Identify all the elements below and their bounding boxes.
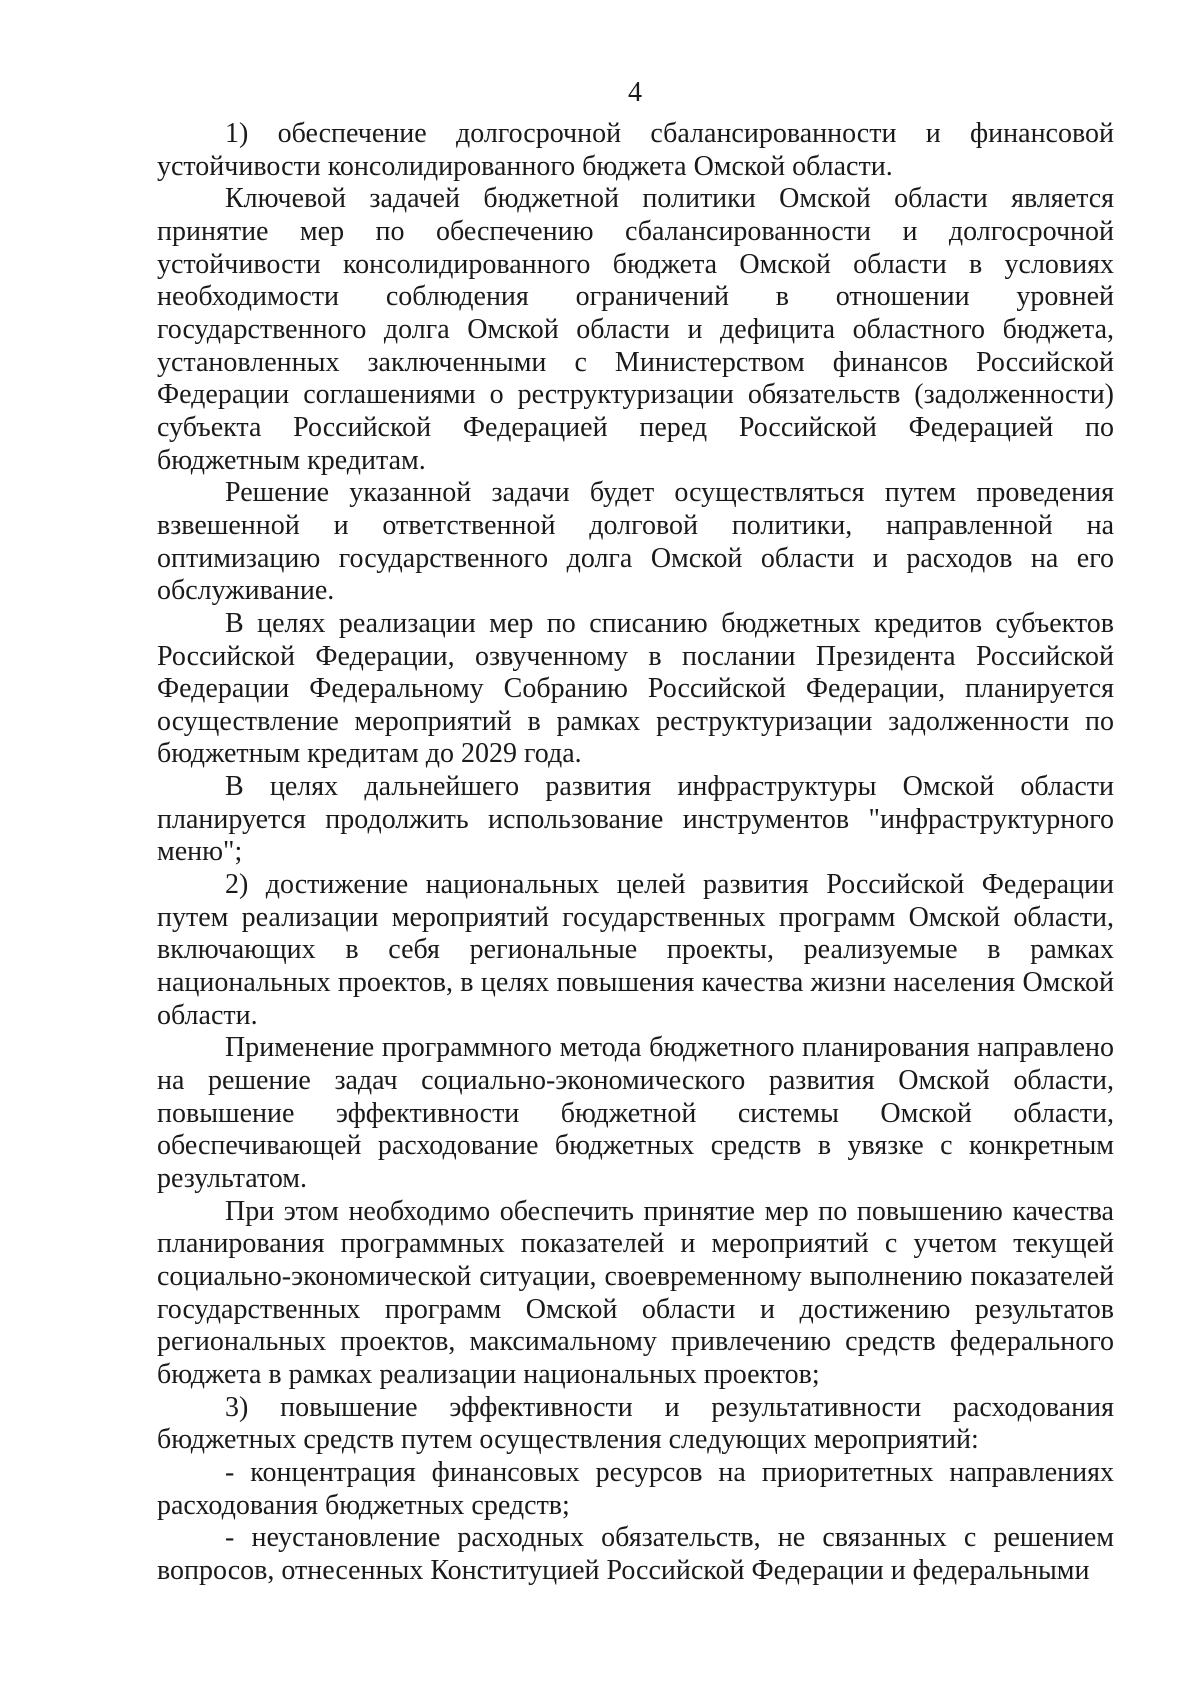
paragraph-debt-policy: Решение указанной задачи будет осуществляться путем проведения взвешенной и ответственной долговой политики, направленной на оптимизацию государственного долга Омской области и расходов на его обслуживание. — [157, 477, 1114, 607]
list-item-concentration: - концентрация финансовых ресурсов на приоритетных направлениях расходования бюджетных средств; — [157, 1456, 1114, 1521]
document-body — [157, 118, 1114, 1588]
paragraph-key-task: Ключевой задачей бюджетной политики Омской области является принятие мер по обеспечению сбалансированности и долгосрочной устойчивости консолидированного бюджета Омской области в условиях необходимости соблюдения ограничений в отношении уровней государственного долга Омской области и дефицита областного бюджета, установленных заключенными с Министерством финансов Российской Федерации соглашениями о реструктуризации обязательств (задолженности) субъекта Российской Федерацией перед Российской Федерацией по бюджетным кредитам. — [157, 183, 1114, 476]
paragraph-item-3: 3) повышение эффективности и результативности расходования бюджетных средств путем осуществления следующих мероприятий: — [157, 1391, 1114, 1456]
paragraph-item-1: 1) обеспечение долгосрочной сбалансированности и финансовой устойчивости консолидированного бюджета Омской области. — [157, 118, 1114, 182]
paragraph-program-method: Применение программного метода бюджетного планирования направлено на решение задач социально-экономического развития Омской области, повышение эффективности бюджетной системы Омской области, обеспечивающей расходование бюджетных средств в увязке с конкретным результатом. — [157, 1032, 1114, 1194]
paragraph-item-2: 2) достижение национальных целей развития Российской Федерации путем реализации мероприятий государственных программ Омской области, включающих в себя региональные проекты, реализуемые в рамках национальных проектов, в целях повышения качества жизни населения Омской области. — [157, 869, 1114, 1031]
paragraph-infrastructure-menu: В целях дальнейшего развития инфраструктуры Омской области планируется продолжить использование инструментов "инфраструктурного меню"; — [157, 771, 1114, 868]
paragraph-planning-quality: При этом необходимо обеспечить принятие мер по повышению качества планирования программных показателей и мероприятий с учетом текущей социально-экономической ситуации, своевременному выполнению показателей государственных программ Омской области и достижению результатов региональных проектов, максимальному привлечению средств федерального бюджета в рамках реализации национальных проектов; — [157, 1195, 1114, 1390]
paragraph-credit-writeoff: В целях реализации мер по списанию бюджетных кредитов субъектов Российской Федерации, озвученному в послании Президента Российской Федерации Федеральному Собранию Российской Федерации, планируется осуществление мероприятий в рамках реструктуризации задолженности по бюджетным кредитам до 2029 года. — [157, 607, 1114, 770]
list-item-obligations: - неустановление расходных обязательств, не связанных с решением вопросов, отнесенных Конституцией Российской Федерации и федеральными — [157, 1522, 1114, 1586]
page-number: 4 — [628, 77, 642, 108]
